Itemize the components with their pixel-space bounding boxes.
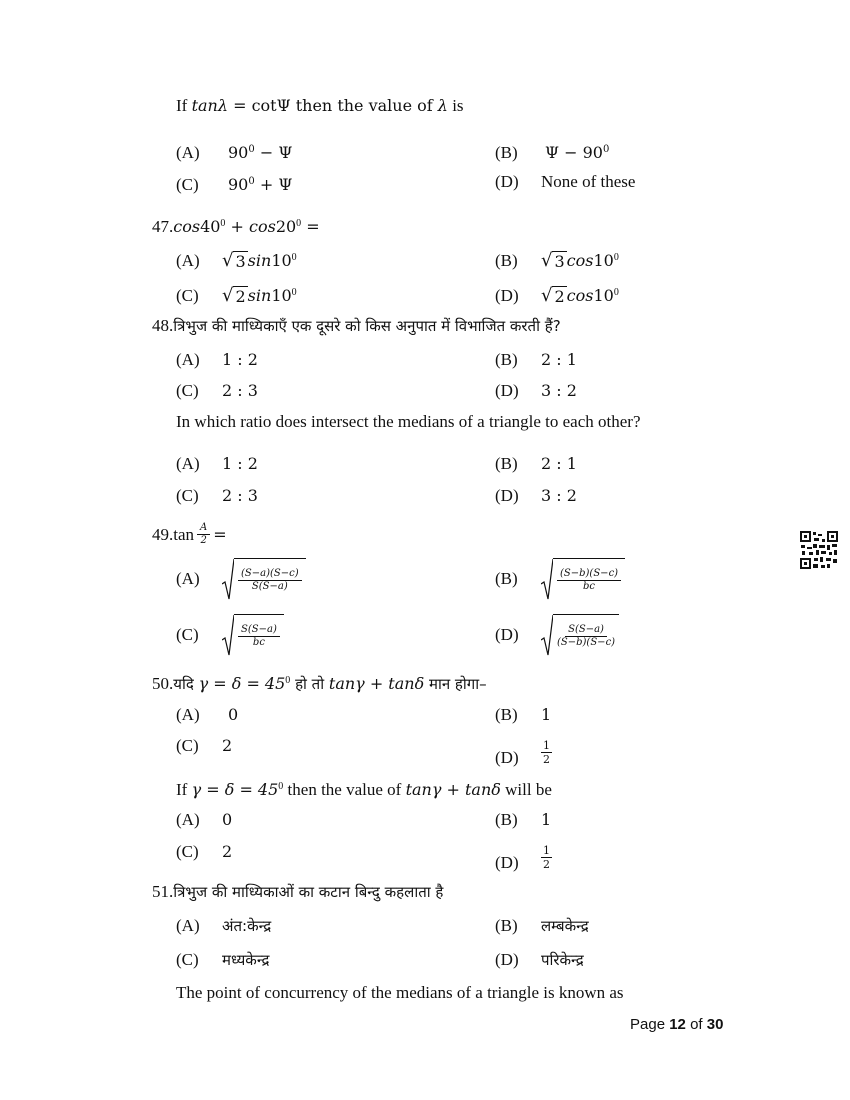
q49-option-c: (C) $\frac{S(S-a)}{bc}$ — [176, 614, 284, 656]
q51-stem-english: The point of concurrency of the medians of a triangle is known as — [176, 983, 624, 1002]
q48-hi-option-a: (A) 1 : 2 — [176, 350, 258, 369]
q46-option-b: (B) $\Psi - 90^0$ — [495, 143, 610, 162]
q50-hi-option-a: (A) 0 — [176, 705, 239, 724]
q48-en-option-a: (A) 1 : 2 — [176, 454, 258, 473]
q50-hi-option-d: (D) 1 2 — [495, 738, 550, 767]
q49-stem: 49. tan $\frac{A}{2}$ = — [152, 522, 227, 546]
q47-stem: $47.\cos 40^0 + \cos 20^0$ = — [152, 217, 320, 236]
q48-hi-option-b: (B) 2 : 1 — [495, 350, 577, 369]
q50-hi-option-b: (B) 1 — [495, 705, 552, 724]
q49-option-a: (A) $\frac{(S-a)(S-c)}{S(S-a)}$ — [176, 558, 306, 600]
q50-hi-option-c: (C) 2 — [176, 736, 233, 755]
q51-option-c: (C) मध्यकेन्द्र — [176, 950, 270, 969]
q47-option-c: (C) √ 2 $\sin 10^0$ — [176, 285, 297, 306]
q48-en-option-b: (B) 2 : 1 — [495, 454, 577, 473]
q51-stem-hindi: 51.त्रिभुज की माध्यिकाओं का कटान बिन्दु कहलाता है — [152, 882, 444, 901]
q51-option-a: (A) अंत:केन्द्र — [176, 916, 272, 935]
q48-stem-english: In which ratio does intersect the medians of a triangle to each other? — [176, 412, 641, 431]
q47-option-a: (A) √ 3 $\sin 10^0$ — [176, 250, 297, 271]
q46-option-c: (C) $90^0 + \Psi$ — [176, 175, 293, 194]
q47-option-d: (D) √ 2 $\cos 10^0$ — [495, 285, 619, 306]
q50-en-option-a: (A) 0 — [176, 810, 233, 829]
q48-stem-hindi: 48.त्रिभुज की माध्यिकाएँ एक दूसरे को किस अनुपात में विभाजित करती हैं? — [152, 316, 561, 335]
q50-en-option-c: (C) 2 — [176, 842, 233, 861]
qr-code-icon — [799, 530, 839, 570]
q48-hi-option-c: (C) 2 : 3 — [176, 381, 258, 400]
q48-hi-option-d: (D) 3 : 2 — [495, 381, 577, 400]
q49-option-b: (B) $\frac{(S-b)(S-c)}{bc}$ — [495, 558, 625, 600]
q48-en-option-d: (D) 3 : 2 — [495, 486, 577, 505]
q50-stem-hindi: 50.यदि $\gamma = \delta = 45^0$ हो तो tanγ + tanδ मान होगा– — [152, 674, 487, 693]
q48-en-option-c: (C) 2 : 3 — [176, 486, 258, 505]
q46-option-a: (A) $90^0 - \Psi$ — [176, 143, 293, 162]
q46-option-d: (D) None of these — [495, 172, 636, 191]
page-number: Page 12 of 30 — [630, 1016, 724, 1033]
q50-en-option-b: (B) 1 — [495, 810, 552, 829]
q51-option-d: (D) परिकेन्द्र — [495, 950, 584, 969]
q49-option-d: (D) $\frac{S(S-a)}{(S-b)(S-c)}$ — [495, 614, 619, 656]
q46-stem: If tanλ = cotΨ then the value of λ is — [176, 96, 464, 115]
q47-option-b: (B) √ 3 $\cos 10^0$ — [495, 250, 619, 271]
q50-en-option-d: (D) 1 2 — [495, 843, 550, 872]
q50-stem-english: If $\gamma = \delta = 45^0$ then the value of tanγ + tanδ will be — [176, 780, 552, 799]
q51-option-b: (B) लम्बकेन्द्र — [495, 916, 589, 935]
